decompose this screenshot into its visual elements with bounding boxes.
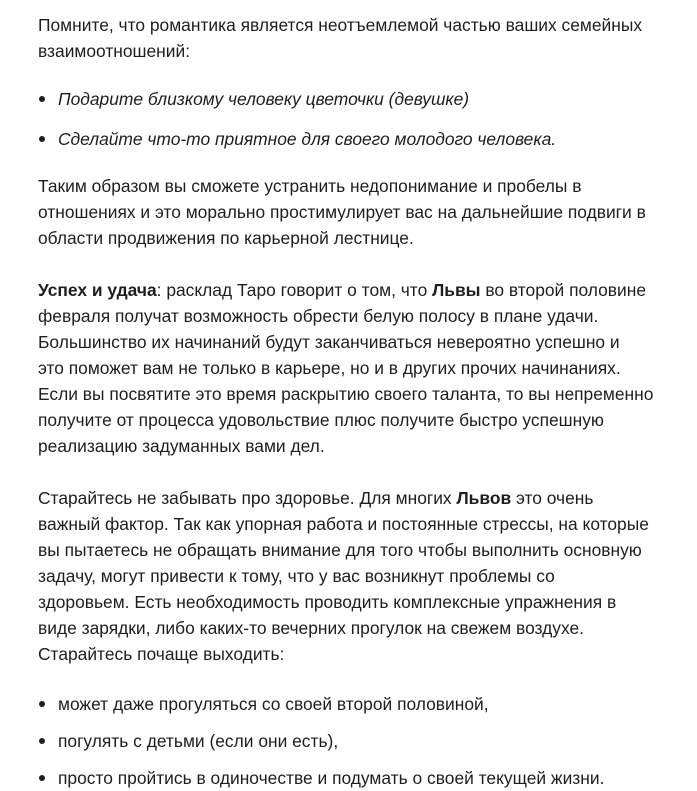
text-span: это очень [511, 488, 594, 508]
health-paragraph [38, 485, 658, 667]
romance-list [38, 86, 658, 152]
list-item-text: просто пройтись в одиночестве и подумать о своей текущей жизни. [58, 768, 605, 788]
text-line: февраля получат возможность обрести белую полосу в плане удачи. [38, 306, 599, 326]
text-line: получите от процесса удовольствие плюс получите быстро успешную [38, 410, 604, 430]
bullet-icon [39, 136, 45, 142]
text-line [38, 485, 658, 511]
list-item-text: Сделайте что-то приятное для своего молодого человека. [58, 129, 557, 149]
bullet-icon [39, 775, 45, 781]
text-span: Старайтесь не забывать про здоровье. Для многих [38, 488, 457, 508]
list-item [38, 765, 658, 791]
text-span: : расклад Таро говорит о том, что [156, 280, 433, 300]
text-line: реализацию задуманных вами дел. [38, 436, 325, 456]
list-item [38, 126, 658, 152]
text-line: Старайтесь почаще выходить: [38, 644, 285, 664]
bullet-icon [39, 738, 45, 744]
list-item [38, 728, 658, 754]
article-body [38, 0, 658, 791]
list-item [38, 691, 658, 717]
text-span: во второй половине [480, 280, 647, 300]
walks-list [38, 691, 658, 791]
list-item [38, 86, 658, 112]
section-heading: Успех и удача [38, 280, 157, 300]
text-line: это поможет вам не только в карьере, но и в других прочих начинаниях. [38, 358, 621, 378]
intro-paragraph [38, 12, 658, 64]
text-line: области продвижения по карьерной лестнице. [38, 228, 414, 248]
text-line: здоровьем. Есть необходимость проводить комплексные упражнения в [38, 592, 617, 612]
text-line: важный фактор. Так как упорная работа и постоянные стрессы, на которые [38, 514, 649, 534]
list-item-text: может даже прогуляться со своей второй половиной, [58, 694, 489, 714]
text-line: взаимоотношений: [38, 41, 191, 61]
text-line: виде зарядки, либо каких-то вечерних прогулок на свежем воздухе. [38, 618, 584, 638]
sign-name: Львы [432, 280, 481, 300]
text-line: Помните, что романтика является неотъемлемой частью ваших семейных [38, 15, 643, 35]
relations-paragraph [38, 173, 658, 251]
text-line: Таким образом вы сможете устранить недопонимание и пробелы в [38, 176, 582, 196]
sign-name: Львов [456, 488, 512, 508]
text-line: Большинство их начинаний будут заканчиваться невероятно успешно и [38, 332, 620, 352]
list-item-text: погулять с детьми (если они есть), [58, 731, 339, 751]
text-line [38, 277, 658, 303]
text-line: Если вы посвятите это время раскрытию своего таланта, то вы непременно [38, 384, 654, 404]
luck-paragraph [38, 277, 658, 459]
text-line: задачу, могут привести к тому, что у вас возникнут проблемы со [38, 566, 555, 586]
bullet-icon [39, 96, 45, 102]
bullet-icon [39, 701, 45, 707]
list-item-text: Подарите близкому человеку цветочки (девушке) [58, 89, 470, 109]
text-line: отношениях и это морально простимулирует вас на дальнейшие подвиги в [38, 202, 646, 222]
text-line: вы пытаетесь не обращать внимание для того чтобы выполнить основную [38, 540, 642, 560]
